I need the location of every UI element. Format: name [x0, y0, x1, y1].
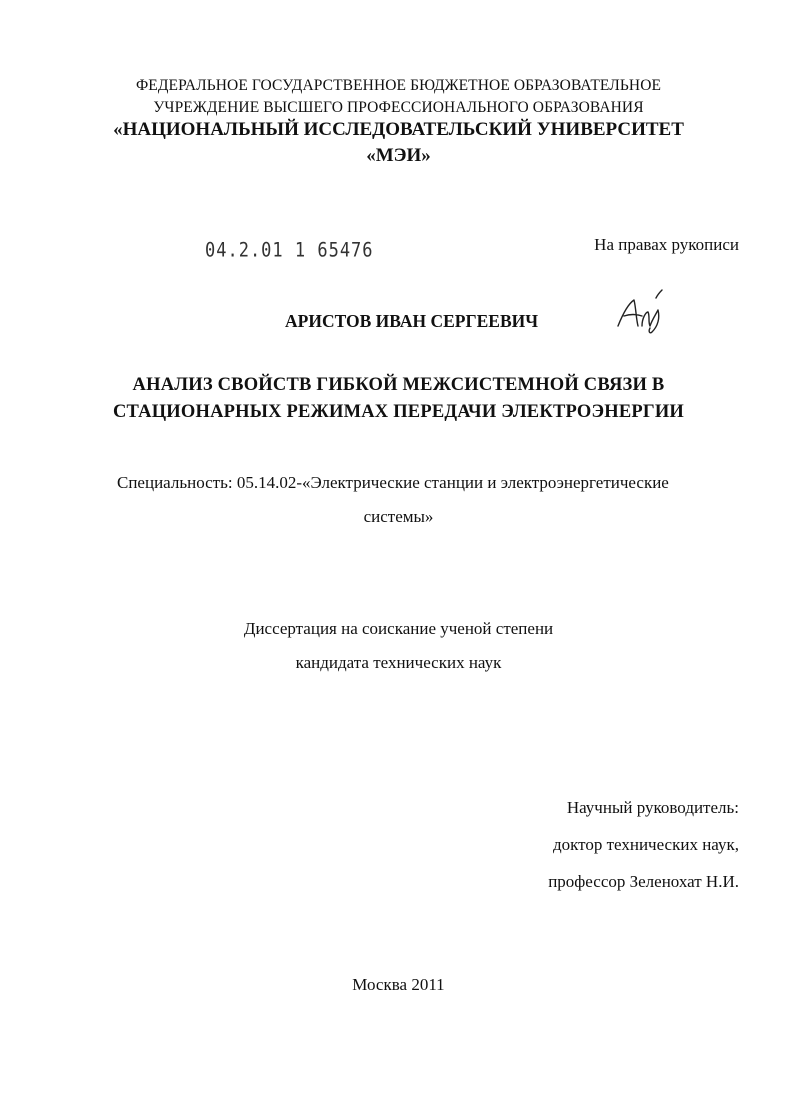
city-year: Москва 2011 [352, 975, 445, 994]
author-signature-icon [612, 286, 668, 340]
institution-line-1: ФЕДЕРАЛЬНОЕ ГОСУДАРСТВЕННОЕ БЮДЖЕТНОЕ ОБРАЗОВАТЕЛЬНОЕ [135, 77, 662, 94]
supervisor-degree: доктор технических наук, [552, 835, 739, 854]
institution-university-abbr: «МЭИ» [366, 145, 431, 166]
supervisor-label: Научный руководитель: [566, 798, 739, 817]
author-name: АРИСТОВ ИВАН СЕРГЕЕВИЧ [285, 311, 539, 331]
institution-university-name: «НАЦИОНАЛЬНЫЙ ИССЛЕДОВАТЕЛЬСКИЙ УНИВЕРСИТЕТ [113, 119, 684, 140]
thesis-title-line-2: СТАЦИОНАРНЫХ РЕЖИМАХ ПЕРЕДАЧИ ЭЛЕКТРОЭНЕРГИИ [112, 402, 685, 422]
manuscript-rights: На правах рукописи [594, 235, 739, 254]
degree-line-2: кандидата технических наук [295, 653, 502, 672]
supervisor-name: профессор Зеленохат Н.И. [548, 872, 739, 891]
library-stamp-number: 04.2.01 1 65476 [205, 239, 374, 262]
degree-line-1: Диссертация на соискание ученой степени [243, 619, 554, 638]
specialty-line-1: Специальность: 05.14.02-«Электрические станции и электроэнергетические [117, 473, 669, 492]
specialty-line-2: системы» [363, 507, 434, 526]
thesis-title-line-1: АНАЛИЗ СВОЙСТВ ГИБКОЙ МЕЖСИСТЕМНОЙ СВЯЗИ В [132, 375, 665, 395]
institution-line-2: УЧРЕЖДЕНИЕ ВЫСШЕГО ПРОФЕССИОНАЛЬНОГО ОБРАЗОВАНИЯ [153, 99, 644, 116]
